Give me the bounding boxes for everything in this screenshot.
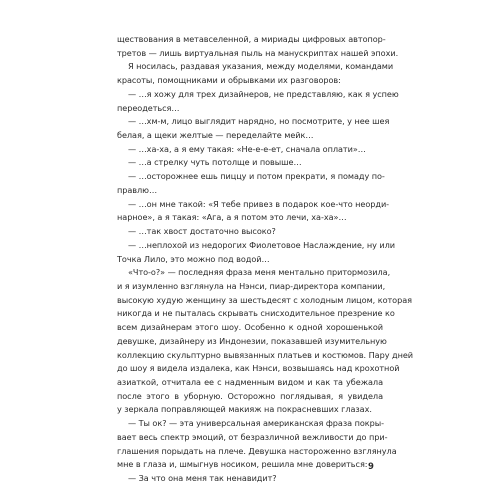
- text-line: — …хм-м, лицо выглядит нарядно, но посмотрите, у нее шея: [128, 116, 390, 127]
- text-line: правлю…: [117, 184, 158, 195]
- text-line: глашения порыдать на плече. Девушка настороженно взглянула: [117, 445, 397, 456]
- text-line: — …а стрелку чуть потолще и повыше…: [128, 157, 302, 168]
- text-line: вает весь спектр эмоций, от безразличной вежливости до при-: [117, 431, 388, 442]
- text-line: ществования в метавселенной, а мириады цифровых автопор-: [117, 34, 386, 44]
- text-line: переодеться…: [117, 102, 180, 113]
- page-number: 9: [368, 462, 374, 472]
- text-line: Я носилась, раздавая указания, между моделями, командами: [128, 61, 394, 72]
- text-line: девушке, дизайнеру из Индонезии, показавшей изумительную: [117, 335, 387, 346]
- text-line: высокую худую женщину за шестьдесят с холодным лицом, которая: [117, 294, 412, 305]
- text-line: — …я хожу для трех дизайнеров, не представляю, как я успею: [128, 88, 399, 99]
- text-line: Точка Лило, это можно под водой…: [117, 253, 270, 264]
- text-line: всем дизайнерам этого шоу. Особенно к одной хорошенькой: [117, 322, 383, 333]
- text-line: азиаткой, отчитала ее с надменным видом и как та убежала: [117, 376, 383, 387]
- text-line: красоты, помощниками и обрывками их разговоров:: [117, 75, 341, 86]
- text-line: у зеркала поправляющей макияж на покрасневших глазах.: [117, 404, 372, 415]
- text-line: — …ха-ха, а я ему такая: «Не-е-е-ет, сначала оплати»…: [128, 143, 366, 154]
- text-line: — За что она меня так ненавидит?: [128, 473, 277, 483]
- text-line: — …он мне такой: «Я тебе привез в подарок кое-что неорди-: [128, 198, 390, 209]
- text-line: «Что-о?» — последняя фраза меня ментально притормозила,: [128, 267, 391, 278]
- body-text: [117, 33, 414, 486]
- text-line: нарное», а я такая: «Ага, а я потом это лечи, ха-ха»…: [117, 212, 347, 223]
- text-line: — …неплохой из недорогих Фиолетовое Наслаждение, ну или: [128, 239, 396, 250]
- text-line: белая, а щеки желтые — переделайте мейк…: [117, 130, 314, 141]
- text-line: — Ты ок? — эта универсальная американская фраза покры-: [128, 418, 384, 429]
- text-line: — …так хвост достаточно высоко?: [128, 226, 276, 237]
- text-line: и я изумленно взглянула на Нэнси, пиар-директора компании,: [117, 280, 386, 291]
- text-line: коллекцию скульптурно вывязанных платьев и костюмов. Пару дней: [117, 349, 414, 360]
- text-line: третов — лишь виртуальная пыль на манускриптах нашей эпохи.: [117, 47, 399, 58]
- text-line: мне в глаза и, шмыгнув носиком, решила мне довериться:: [117, 459, 368, 470]
- text-line: после этого в уборную. Осторожно поглядывая, я увидела: [117, 390, 383, 401]
- text-line: до шоу я видела издалека, как Нэнси, возвышаясь над крохотной: [117, 363, 400, 374]
- text-line: — …осторожнее ешь пиццу и потом прекрати, я помаду по-: [128, 171, 385, 182]
- text-line: никогда и не пыталась скрывать снисходительное презрение ко: [117, 308, 395, 319]
